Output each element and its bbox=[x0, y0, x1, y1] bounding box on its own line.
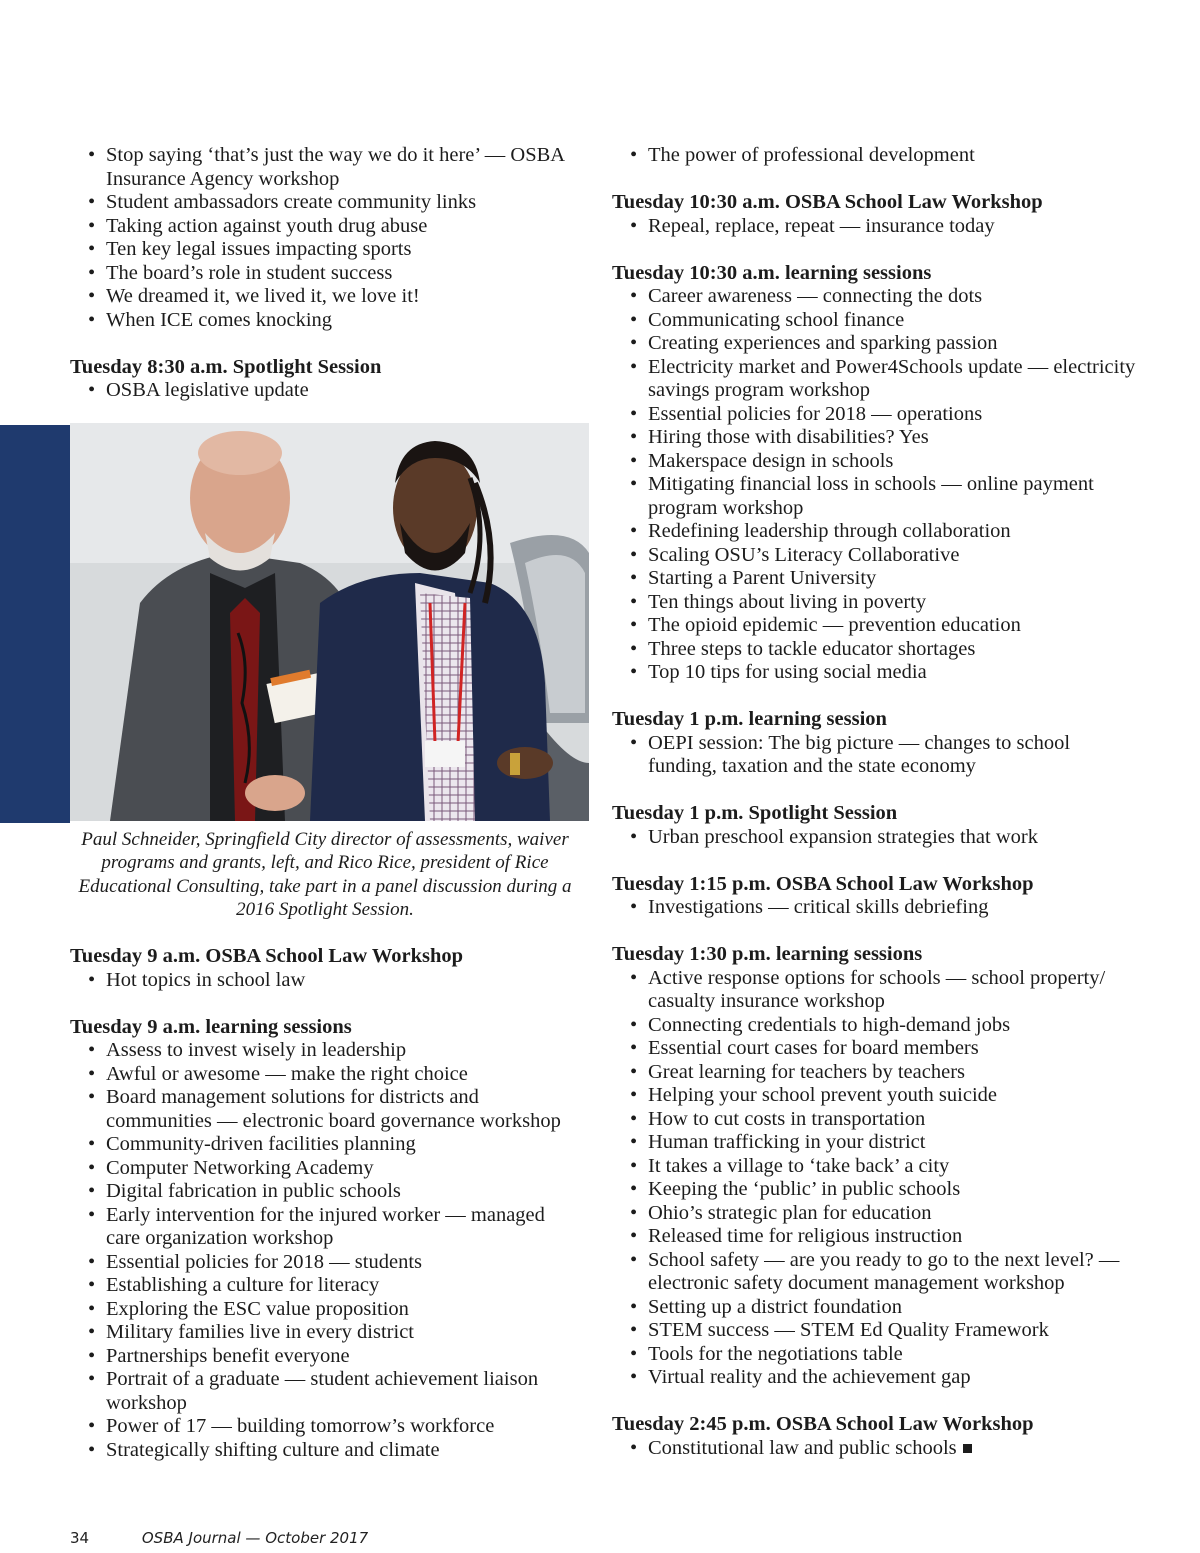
right-intro-section bbox=[612, 144, 1142, 168]
list-item-text: When ICE comes knocking bbox=[106, 308, 333, 331]
section-heading: Tuesday 1 p.m. learning session bbox=[612, 708, 887, 730]
list-item-text: Essential policies for 2018 — operations bbox=[648, 402, 983, 425]
list-item bbox=[612, 732, 1142, 779]
list-item-text: Strategically shifting culture and climate bbox=[106, 1438, 440, 1461]
list-item-text: Connecting credentials to high-demand jobs bbox=[648, 1013, 1011, 1036]
law-115-section bbox=[612, 873, 1142, 920]
list-item bbox=[70, 969, 580, 993]
list-item bbox=[612, 1366, 1142, 1390]
right-column bbox=[612, 144, 1142, 1484]
list-item-text: Makerspace design in schools bbox=[648, 449, 894, 472]
list-item-text: Virtual reality and the achievement gap bbox=[648, 1366, 971, 1388]
list-item bbox=[70, 1368, 580, 1415]
list-item bbox=[612, 1061, 1142, 1085]
list-item bbox=[612, 1343, 1142, 1367]
list-item bbox=[70, 1345, 580, 1369]
law-1030-section bbox=[612, 191, 1142, 238]
list-item bbox=[612, 1108, 1142, 1132]
list-item bbox=[612, 309, 1142, 333]
list-item-text: The power of professional development bbox=[648, 144, 975, 166]
spotlight-830-section bbox=[70, 356, 580, 403]
list-item-text: Ten key legal issues impacting sports bbox=[106, 238, 412, 260]
photo-caption: Paul Schneider, Springfield City director of assessments, waiver programs and grants, left, and Rico Rice, president of Rice Educational Consulting, take part in a panel discussion during a 2016 Spotlight Session. bbox=[78, 828, 572, 920]
list-item-text: Ten things about living in poverty bbox=[648, 590, 927, 613]
list-item-text: Board management solutions for districts and communities — electronic board governance workshop bbox=[106, 1086, 561, 1132]
list-item bbox=[70, 1251, 580, 1275]
list-item-text: Investigations — critical skills debriefing bbox=[648, 896, 989, 918]
law-245-section bbox=[612, 1413, 1142, 1460]
list-item-text: Military families live in every district bbox=[106, 1321, 414, 1343]
list-item bbox=[612, 1084, 1142, 1108]
end-mark-icon bbox=[963, 1444, 972, 1453]
list-item-text: Human trafficking in your district bbox=[648, 1131, 926, 1153]
law-9-section bbox=[70, 945, 580, 992]
list-item-text: School safety — are you ready to go to the next level? — electronic safety document management workshop bbox=[648, 1248, 1120, 1294]
list-item bbox=[612, 520, 1142, 544]
list-item bbox=[612, 215, 1142, 239]
section-heading: Tuesday 10:30 a.m. learning sessions bbox=[612, 261, 932, 284]
list-item bbox=[70, 1274, 580, 1298]
session-list bbox=[612, 732, 1142, 779]
list-item bbox=[612, 1202, 1142, 1226]
session-list bbox=[612, 215, 1142, 239]
list-item bbox=[612, 144, 1142, 168]
learning-1030-section bbox=[612, 262, 1142, 685]
page-number: 34 bbox=[70, 1529, 90, 1547]
list-item bbox=[612, 356, 1142, 403]
section-heading: Tuesday 1:15 p.m. OSBA School Law Workshop bbox=[612, 872, 1034, 895]
section-heading: Tuesday 1:30 p.m. learning sessions bbox=[612, 943, 923, 965]
list-item bbox=[70, 379, 580, 403]
session-list bbox=[612, 285, 1142, 685]
list-item-text: Awful or awesome — make the right choice bbox=[106, 1062, 468, 1085]
event-photo bbox=[70, 423, 589, 821]
list-item-text: Hot topics in school law bbox=[106, 968, 306, 991]
list-item-text: Digital fabrication in public schools bbox=[106, 1180, 401, 1202]
list-item-text: Early intervention for the injured worker — managed care organization workshop bbox=[106, 1203, 545, 1249]
page-footer bbox=[70, 1529, 368, 1547]
list-item bbox=[612, 285, 1142, 309]
list-item-text: Ohio’s strategic plan for education bbox=[648, 1201, 932, 1224]
session-list bbox=[612, 967, 1142, 1390]
list-item-text: It takes a village to ‘take back’ a city bbox=[648, 1154, 950, 1177]
list-item-text: Urban preschool expansion strategies that work bbox=[648, 825, 1038, 848]
learning-1pm-section bbox=[612, 708, 1142, 779]
list-item bbox=[612, 332, 1142, 356]
list-item-text: Portrait of a graduate — student achievement liaison workshop bbox=[106, 1368, 539, 1414]
list-item bbox=[612, 1178, 1142, 1202]
list-item-text: Three steps to tackle educator shortages bbox=[648, 637, 976, 660]
left-column bbox=[70, 144, 580, 1486]
list-item bbox=[70, 309, 580, 333]
list-item bbox=[70, 1180, 580, 1204]
right-intro-list bbox=[612, 144, 1142, 168]
accent-bar bbox=[0, 425, 70, 823]
session-list bbox=[612, 1437, 1142, 1461]
list-item bbox=[612, 450, 1142, 474]
list-item-text: Stop saying ‘that’s just the way we do it here’ — OSBA Insurance Agency workshop bbox=[106, 144, 564, 190]
list-item-text: Exploring the ESC value proposition bbox=[106, 1297, 409, 1320]
list-item-text: Computer Networking Academy bbox=[106, 1156, 374, 1179]
list-item bbox=[70, 1204, 580, 1251]
session-list bbox=[70, 969, 580, 993]
section-heading: Tuesday 8:30 a.m. Spotlight Session bbox=[70, 355, 382, 378]
list-item-text: Mitigating financial loss in schools — online payment program workshop bbox=[648, 473, 1094, 519]
section-heading: Tuesday 9 a.m. learning sessions bbox=[70, 1015, 352, 1038]
list-item-text: Essential court cases for board members bbox=[648, 1037, 979, 1059]
list-item bbox=[70, 215, 580, 239]
list-item bbox=[612, 1155, 1142, 1179]
list-item bbox=[70, 1415, 580, 1439]
list-item bbox=[612, 426, 1142, 450]
list-item-text: Scaling OSU’s Literacy Collaborative bbox=[648, 543, 960, 566]
list-item bbox=[612, 896, 1142, 920]
list-item bbox=[612, 1014, 1142, 1038]
list-item-text: Assess to invest wisely in leadership bbox=[106, 1039, 407, 1061]
list-item bbox=[612, 1437, 1142, 1461]
list-item-text: Taking action against youth drug abuse bbox=[106, 214, 428, 237]
list-item bbox=[70, 1298, 580, 1322]
session-list bbox=[70, 1039, 580, 1462]
list-item-text: Starting a Parent University bbox=[648, 567, 877, 589]
section-heading: Tuesday 10:30 a.m. OSBA School Law Workshop bbox=[612, 191, 1043, 213]
list-item bbox=[612, 567, 1142, 591]
list-item bbox=[70, 285, 580, 309]
list-item-text: Redefining leadership through collaboration bbox=[648, 520, 1011, 542]
list-item-text: The opioid epidemic — prevention education bbox=[648, 614, 1021, 636]
list-item-text: Student ambassadors create community links bbox=[106, 191, 477, 213]
list-item bbox=[70, 1321, 580, 1345]
list-item-text: We dreamed it, we lived it, we love it! bbox=[106, 285, 420, 307]
list-item bbox=[612, 1037, 1142, 1061]
spotlight-1pm-section bbox=[612, 802, 1142, 849]
list-item bbox=[612, 638, 1142, 662]
list-item bbox=[612, 1249, 1142, 1296]
list-item-text: Creating experiences and sparking passion bbox=[648, 332, 998, 354]
list-item bbox=[612, 1225, 1142, 1249]
list-item-text: The board’s role in student success bbox=[106, 261, 393, 284]
list-item bbox=[70, 1133, 580, 1157]
list-item-text: Electricity market and Power4Schools update — electricity savings program workshop bbox=[648, 355, 1136, 401]
list-item-text: Essential policies for 2018 — students bbox=[106, 1250, 422, 1273]
list-item-text: Helping your school prevent youth suicide bbox=[648, 1084, 998, 1106]
list-item bbox=[612, 1319, 1142, 1343]
list-item bbox=[612, 826, 1142, 850]
list-item-text: Career awareness — connecting the dots bbox=[648, 285, 983, 307]
section-heading: Tuesday 2:45 p.m. OSBA School Law Workshop bbox=[612, 1413, 1034, 1435]
list-item bbox=[612, 473, 1142, 520]
list-item bbox=[612, 967, 1142, 1014]
publication-name: OSBA Journal — October 2017 bbox=[141, 1529, 369, 1547]
list-item-text: Keeping the ‘public’ in public schools bbox=[648, 1178, 961, 1200]
left-intro-section bbox=[70, 144, 580, 332]
list-item-text: Repeal, replace, repeat — insurance today bbox=[648, 214, 995, 237]
learning-130-section bbox=[612, 943, 1142, 1390]
list-item bbox=[70, 1063, 580, 1087]
list-item bbox=[70, 1086, 580, 1133]
list-item-text: Community-driven facilities planning bbox=[106, 1133, 416, 1155]
list-item-text: STEM success — STEM Ed Quality Framework bbox=[648, 1319, 1049, 1341]
list-item-text: Active response options for schools — school property/ casualty insurance workshop bbox=[648, 966, 1106, 1012]
list-item bbox=[70, 191, 580, 215]
list-item-text: OEPI session: The big picture — changes to school funding, taxation and the state economy bbox=[648, 731, 1071, 777]
session-list bbox=[612, 826, 1142, 850]
list-item bbox=[70, 1439, 580, 1463]
list-item-text: OSBA legislative update bbox=[106, 379, 309, 401]
list-item bbox=[70, 144, 580, 191]
list-item bbox=[612, 403, 1142, 427]
list-item-text: Communicating school finance bbox=[648, 308, 905, 331]
learning-9-section bbox=[70, 1016, 580, 1463]
section-heading: Tuesday 9 a.m. OSBA School Law Workshop bbox=[70, 945, 464, 967]
list-item bbox=[612, 1296, 1142, 1320]
list-item-text: Constitutional law and public schools bbox=[648, 1436, 957, 1459]
left-intro-list bbox=[70, 144, 580, 332]
list-item bbox=[70, 238, 580, 262]
list-item-text: Establishing a culture for literacy bbox=[106, 1274, 380, 1296]
session-list bbox=[70, 379, 580, 403]
section-heading: Tuesday 1 p.m. Spotlight Session bbox=[612, 802, 898, 824]
list-item-text: Tools for the negotiations table bbox=[648, 1342, 903, 1365]
list-item-text: Partnerships benefit everyone bbox=[106, 1344, 350, 1367]
list-item bbox=[612, 591, 1142, 615]
list-item bbox=[612, 544, 1142, 568]
list-item bbox=[70, 262, 580, 286]
list-item bbox=[70, 1157, 580, 1181]
list-item-text: Top 10 tips for using social media bbox=[648, 661, 927, 683]
list-item bbox=[612, 614, 1142, 638]
list-item bbox=[612, 1131, 1142, 1155]
list-item-text: How to cut costs in transportation bbox=[648, 1107, 926, 1130]
list-item-text: Released time for religious instruction bbox=[648, 1225, 963, 1247]
list-item bbox=[612, 661, 1142, 685]
session-list bbox=[612, 896, 1142, 920]
list-item-text: Setting up a district foundation bbox=[648, 1295, 902, 1318]
list-item bbox=[70, 1039, 580, 1063]
list-item-text: Power of 17 — building tomorrow’s workforce bbox=[106, 1415, 495, 1437]
list-item-text: Hiring those with disabilities? Yes bbox=[648, 426, 929, 448]
list-item-text: Great learning for teachers by teachers bbox=[648, 1060, 966, 1083]
